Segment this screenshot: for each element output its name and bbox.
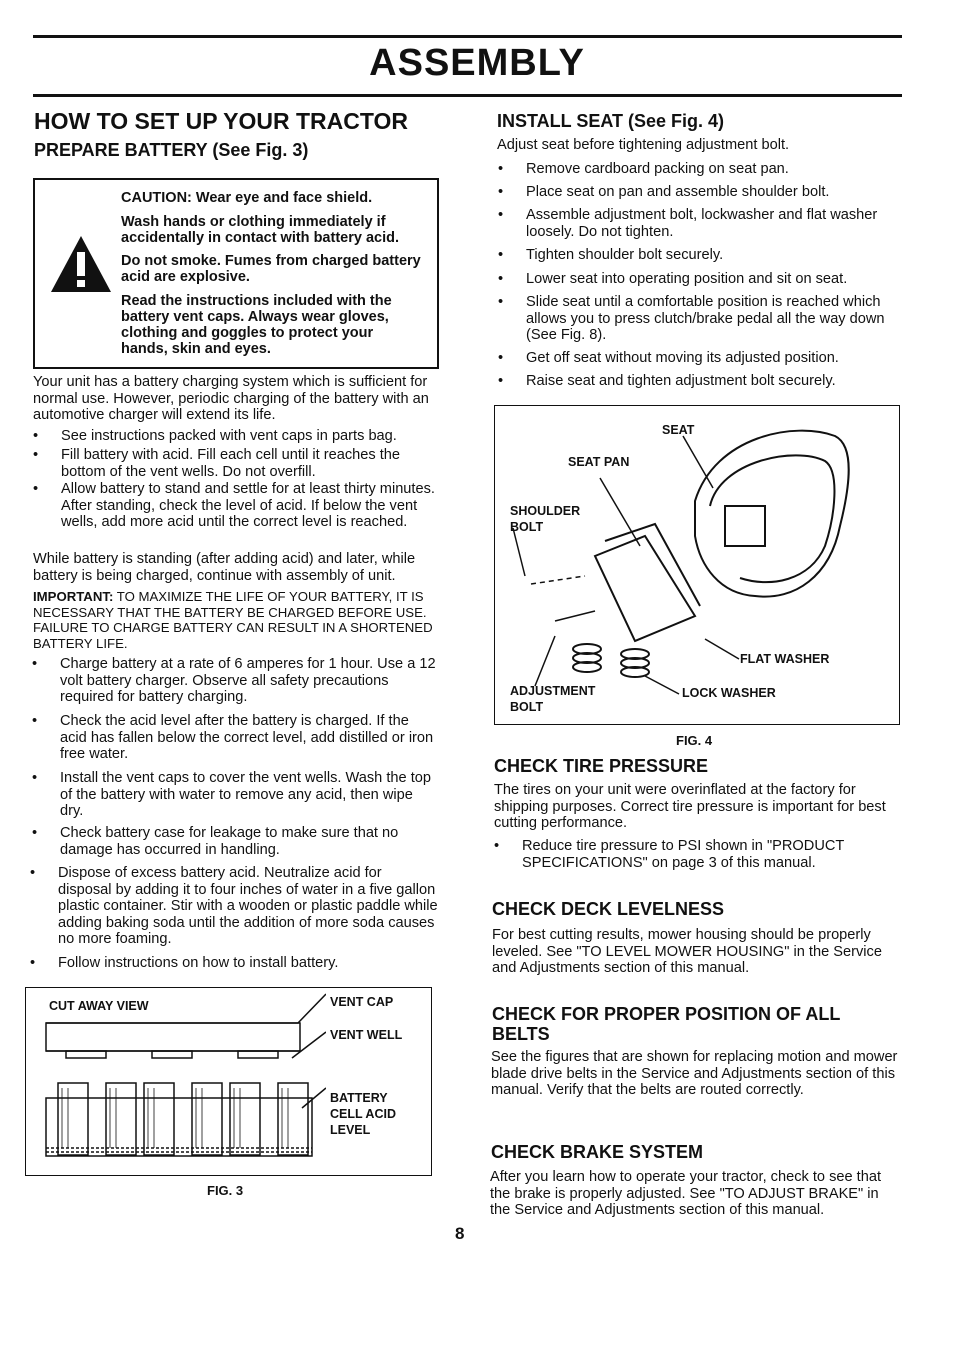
- tire-text: The tires on your unit were overinflated at the factory for shipping purposes. Correct tire pressure is important for best cutting performance.: [494, 782, 886, 832]
- tire-bullet: • Reduce tire pressure to PSI shown in "PRODUCT SPECIFICATIONS" on page 3 of this manual.: [522, 838, 900, 871]
- install-seat-heading: INSTALL SEAT (See Fig. 4): [497, 111, 725, 131]
- page-number: 8: [455, 1224, 465, 1243]
- standing-note: While battery is standing (after adding acid) and later, while battery is being charged, continue with assembly of unit.: [33, 551, 416, 584]
- deck-text: For best cutting results, mower housing should be properly leveled. See "TO LEVEL MOWER HOUSING" in the Service and Adjustments section of this manual.: [492, 927, 882, 977]
- charge-bullet-5: • Dispose of excess battery acid. Neutralize acid for disposal by adding it to four inches of water in a five gallon plastic container. Stir with a wooden or plastic paddle while adding baking soda until the addition of more soda causes no more foaming.: [58, 865, 438, 948]
- install-seat-intro: Adjust seat before tightening adjustment bolt.: [497, 137, 790, 153]
- caution-p3: Read the instructions included with the battery vent caps. Always wear gloves, clothing and goggles to protect your hands, skin and eyes.: [121, 293, 392, 357]
- seat-bullet-2: • Place seat on pan and assemble shoulder bolt.: [526, 184, 902, 201]
- seat-bullet-4: • Tighten shoulder bolt securely.: [526, 247, 902, 264]
- important-label: IMPORTANT:: [33, 589, 114, 604]
- title-rule: [33, 94, 902, 97]
- battery-bullet-3: • Allow battery to stand and settle for at least thirty minutes. After standing, check the level of acid. If below the vent wells, add more acid until the correct level is reached.: [61, 481, 438, 531]
- belts-text: See the figures that are shown for replacing motion and mower blade drive belts in the Service and Adjustments section of this manual. Verify that the belts are routed correctly.: [491, 1049, 898, 1099]
- top-rule: [33, 35, 902, 38]
- fig3-frame: [25, 987, 432, 1176]
- fig4-lock-washer-label: LOCK WASHER: [682, 686, 776, 700]
- section-title: HOW TO SET UP YOUR TRACTOR: [34, 108, 408, 134]
- battery-bullet-2: • Fill battery with acid. Fill each cell until it reaches the bottom of the vent wells. Do not overfill.: [61, 447, 438, 480]
- fig3-cut-away-label: CUT AWAY VIEW: [49, 999, 149, 1013]
- seat-bullet-6: • Slide seat until a comfortable position is reached which allows you to press clutch/brake pedal all the way down (See Fig. 8).: [526, 294, 902, 344]
- seat-bullet-5: • Lower seat into operating position and sit on seat.: [526, 271, 902, 288]
- fig4-adjustment-bolt-label: ADJUSTMENT BOLT: [510, 684, 596, 714]
- fig3-acid-level-label: BATTERY CELL ACID LEVEL: [330, 1091, 396, 1137]
- charge-bullet-3: • Install the vent caps to cover the vent wells. Wash the top of the battery with water to remove any acid, then wipe dry.: [60, 770, 438, 820]
- fig3-vent-well-label: VENT WELL: [330, 1028, 403, 1042]
- battery-bullet-1: • See instructions packed with vent caps in parts bag.: [61, 428, 438, 445]
- seat-bullet-3: • Assemble adjustment bolt, lockwasher and flat washer loosely. Do not tighten.: [526, 207, 902, 240]
- charge-bullet-4: • Check battery case for leakage to make sure that no damage has occurred in handling.: [60, 825, 438, 858]
- fig4-seat-label: SEAT: [662, 423, 695, 437]
- fig4-flat-washer-label: FLAT WASHER: [740, 652, 830, 666]
- fig3-vent-cap-label: VENT CAP: [330, 995, 394, 1009]
- fig4-shoulder-bolt-label: SHOULDER BOLT: [510, 504, 581, 534]
- caution-box: [33, 178, 439, 369]
- charge-bullet-2: • Check the acid level after the battery is charged. If the acid has fallen below the correct level, add distilled or iron free water.: [60, 713, 438, 763]
- important-text: TO MAXIMIZE THE LIFE OF YOUR BATTERY, IT IS NECESSARY THAT THE BATTERY BE CHARGED BEFORE USE. FAILURE TO CHARGE BATTERY CAN RESULT IN A SHORTENED BATTERY LIFE.: [33, 589, 433, 651]
- belts-heading: CHECK FOR PROPER POSITION OF ALL BELTS: [492, 1004, 841, 1044]
- seat-bullet-1: • Remove cardboard packing on seat pan.: [526, 161, 902, 178]
- fig4-frame: [494, 405, 900, 725]
- caution-p2: Do not smoke. Fumes from charged battery acid are explosive.: [121, 253, 421, 285]
- brake-text: After you learn how to operate your tractor, check to see that the brake is properly adjusted. See "TO ADJUST BRAKE" in the Service and Adjustments section of this manual.: [490, 1169, 882, 1219]
- seat-bullet-8: • Raise seat and tighten adjustment bolt securely.: [526, 373, 902, 390]
- charge-bullet-6: • Follow instructions on how to install battery.: [58, 955, 438, 972]
- caution-title: CAUTION: Wear eye and face shield.: [121, 190, 373, 206]
- battery-intro: Your unit has a battery charging system which is sufficient for normal use. However, periodic charging of the battery with an automotive charger will extend its life.: [33, 374, 429, 424]
- fig4-caption: FIG. 4: [676, 733, 713, 748]
- important-note: [33, 589, 438, 651]
- prepare-battery-heading: PREPARE BATTERY (See Fig. 3): [34, 140, 309, 160]
- battery-cutaway-diagram: [26, 988, 326, 1163]
- seat-bullet-7: • Get off seat without moving its adjusted position.: [526, 350, 902, 367]
- caution-p1: Wash hands or clothing immediately if accidentally in contact with battery acid.: [121, 214, 399, 246]
- tire-heading: CHECK TIRE PRESSURE: [494, 756, 709, 776]
- warning-icon: [49, 234, 113, 294]
- deck-heading: CHECK DECK LEVELNESS: [492, 899, 725, 919]
- charge-bullet-1: • Charge battery at a rate of 6 amperes for 1 hour. Use a 12 volt battery charger. Observe all safety precautions required for battery charging.: [60, 656, 438, 706]
- seat-assembly-diagram: [495, 406, 899, 724]
- brake-heading: CHECK BRAKE SYSTEM: [491, 1142, 704, 1162]
- fig4-seat-pan-label: SEAT PAN: [568, 455, 630, 469]
- page-title: ASSEMBLY: [369, 42, 585, 84]
- fig3-caption: FIG. 3: [207, 1183, 244, 1198]
